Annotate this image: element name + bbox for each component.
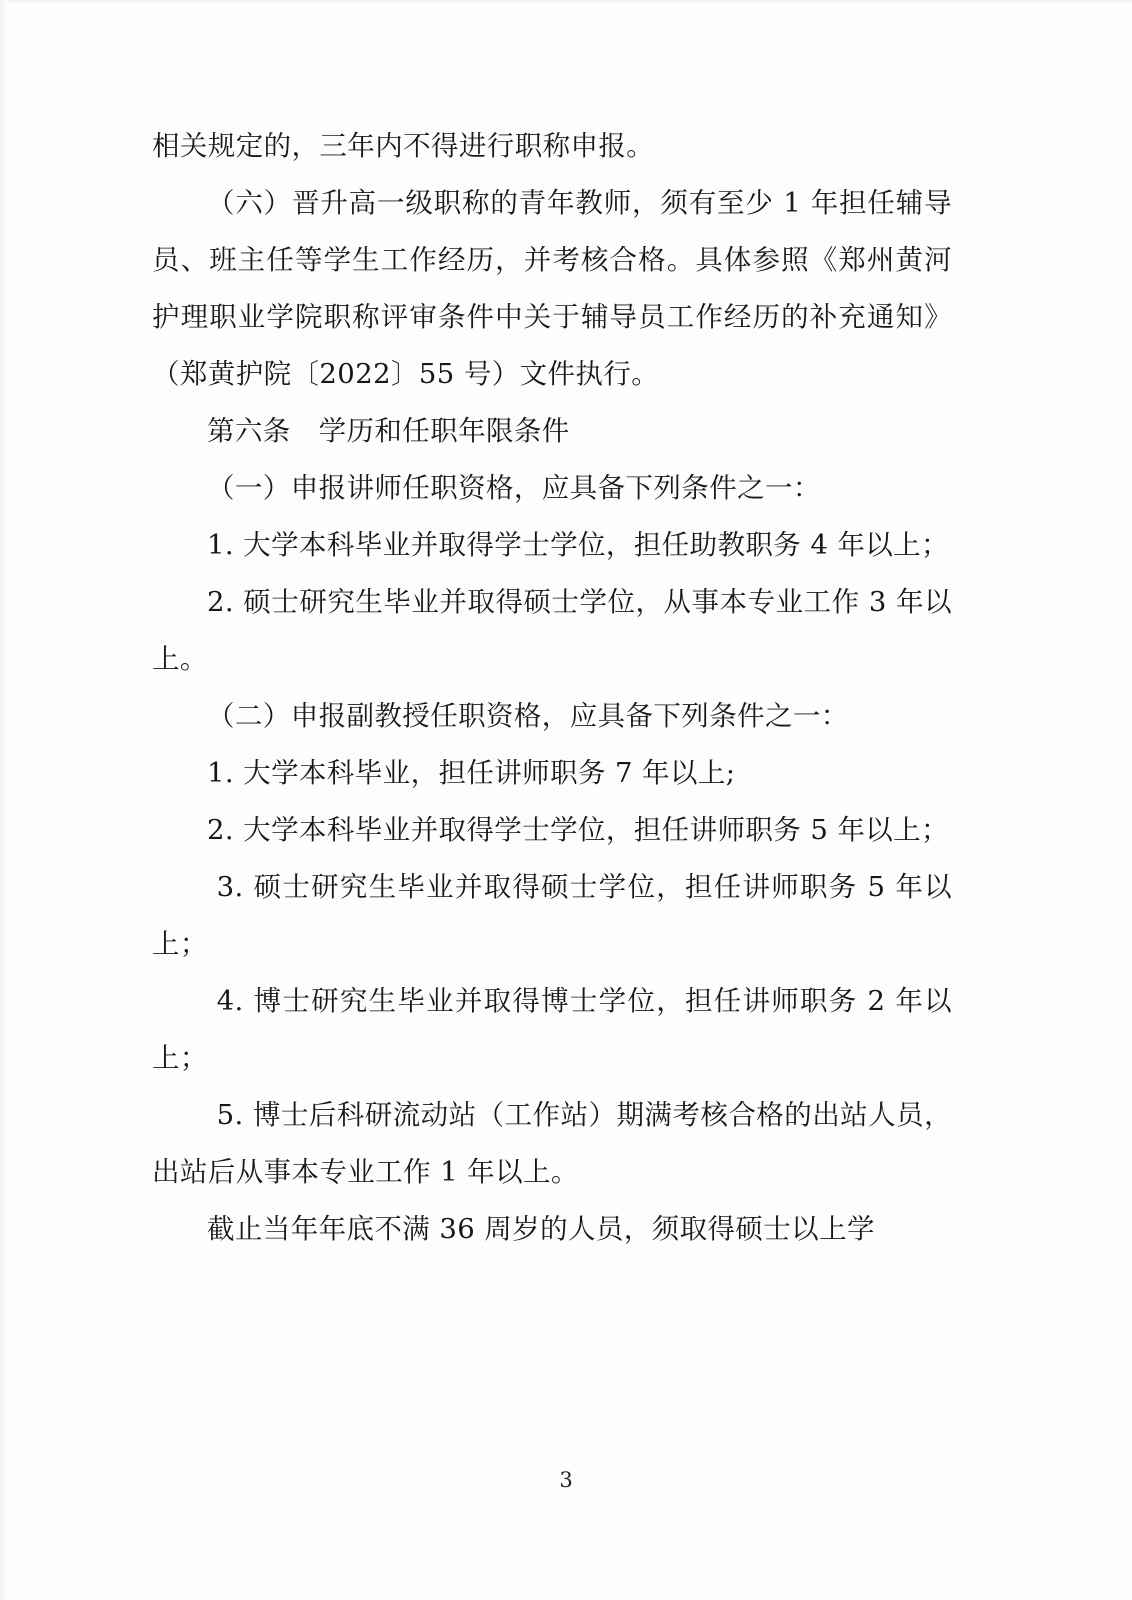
paragraph: （六）晋升高一级职称的青年教师，须有至少 1 年担任辅导员、班主任等学生工作经历，并考核合格。具体参照《郑州黄河护理职业学院职称评审条件中关于辅导员工作经历的补充通知》（郑黄护院〔2022〕55 号）文件执行。 bbox=[152, 187, 952, 390]
list-item: 5. 博士后科研流动站（工作站）期满考核合格的出站人员，出站后从事本专业工作 1 年以上。 bbox=[152, 1099, 952, 1188]
paragraph: （一）申报讲师任职资格，应具备下列条件之一： bbox=[207, 472, 821, 504]
page-edge-top bbox=[0, 0, 1132, 6]
page-number: 3 bbox=[559, 1468, 573, 1492]
list-item: 3. 硕士研究生毕业并取得硕士学位，担任讲师职务 5 年以上； bbox=[152, 871, 952, 960]
document-body bbox=[152, 118, 952, 1258]
page-edge-left bbox=[0, 0, 8, 1600]
section-heading: 第六条 学历和任职年限条件 bbox=[207, 415, 570, 447]
paragraph: （二）申报副教授任职资格，应具备下列条件之一： bbox=[207, 700, 849, 732]
list-item: 1. 大学本科毕业，担任讲师职务 7 年以上; bbox=[207, 757, 736, 789]
paragraph: 截止当年年底不满 36 周岁的人员，须取得硕士以上学 bbox=[207, 1213, 875, 1245]
list-item: 2. 大学本科毕业并取得学士学位，担任讲师职务 5 年以上； bbox=[207, 814, 949, 846]
paragraph: 相关规定的，三年内不得进行职称申报。 bbox=[152, 130, 655, 162]
list-item: 1. 大学本科毕业并取得学士学位，担任助教职务 4 年以上； bbox=[207, 529, 949, 561]
list-item: 2. 硕士研究生毕业并取得硕士学位，从事本专业工作 3 年以上。 bbox=[152, 586, 952, 675]
list-item: 4. 博士研究生毕业并取得博士学位，担任讲师职务 2 年以上； bbox=[152, 985, 952, 1074]
